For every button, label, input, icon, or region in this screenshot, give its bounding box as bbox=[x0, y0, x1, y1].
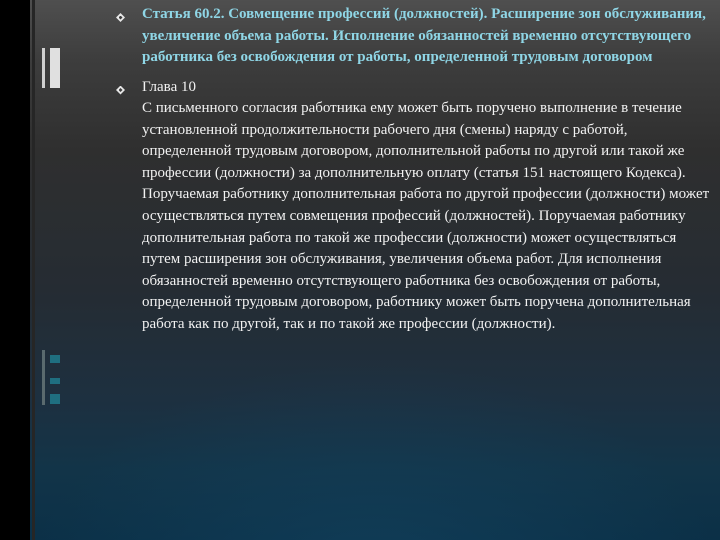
diamond-bullet-icon bbox=[116, 13, 125, 22]
decor-bar bbox=[32, 0, 35, 540]
slide-content bbox=[112, 4, 712, 336]
decor-bar bbox=[50, 48, 60, 88]
decor-bar bbox=[42, 350, 45, 405]
decor-bar bbox=[50, 378, 60, 384]
diamond-bullet-icon bbox=[116, 86, 125, 95]
decor-bar bbox=[50, 355, 60, 363]
slide bbox=[30, 0, 720, 540]
chapter-heading: Глава 10 bbox=[142, 78, 196, 95]
decor-bar bbox=[42, 48, 45, 88]
decor-bar bbox=[50, 394, 60, 404]
list-item bbox=[112, 4, 712, 69]
body-text: С письменного согласия работника ему может быть поручено выполнение в течение установленной продолжительности рабочего дня (смены) наряду с работой, определенной трудовым договором, дополнительной работы по другой или такой же профессии (должности) за дополнительную оплату (статья 151 настоящего Кодекса). Поручаемая работнику дополнительная работа по другой профессии (должности) может осуществляться путем совмещения профессий (должностей). Поручаемая работнику дополнительная работа по такой же профессии (должности) может осуществляться путем расширения зон обслуживания, увеличения объема работ. Для исполнения обязанностей временно отсутствующего работника без освобождения от работы, определенной трудовым договором, работнику может быть поручена дополнительная работа как по другой, так и по такой же профессии (должности). bbox=[142, 100, 710, 333]
list-item bbox=[112, 77, 712, 336]
article-title: Статья 60.2. Совмещение профессий (должностей). Расширение зон обслуживания, увеличение объема работы. Исполнение обязанностей временно отсутствующего работника без освобождения от работы, определенной трудовым договором bbox=[142, 6, 706, 65]
